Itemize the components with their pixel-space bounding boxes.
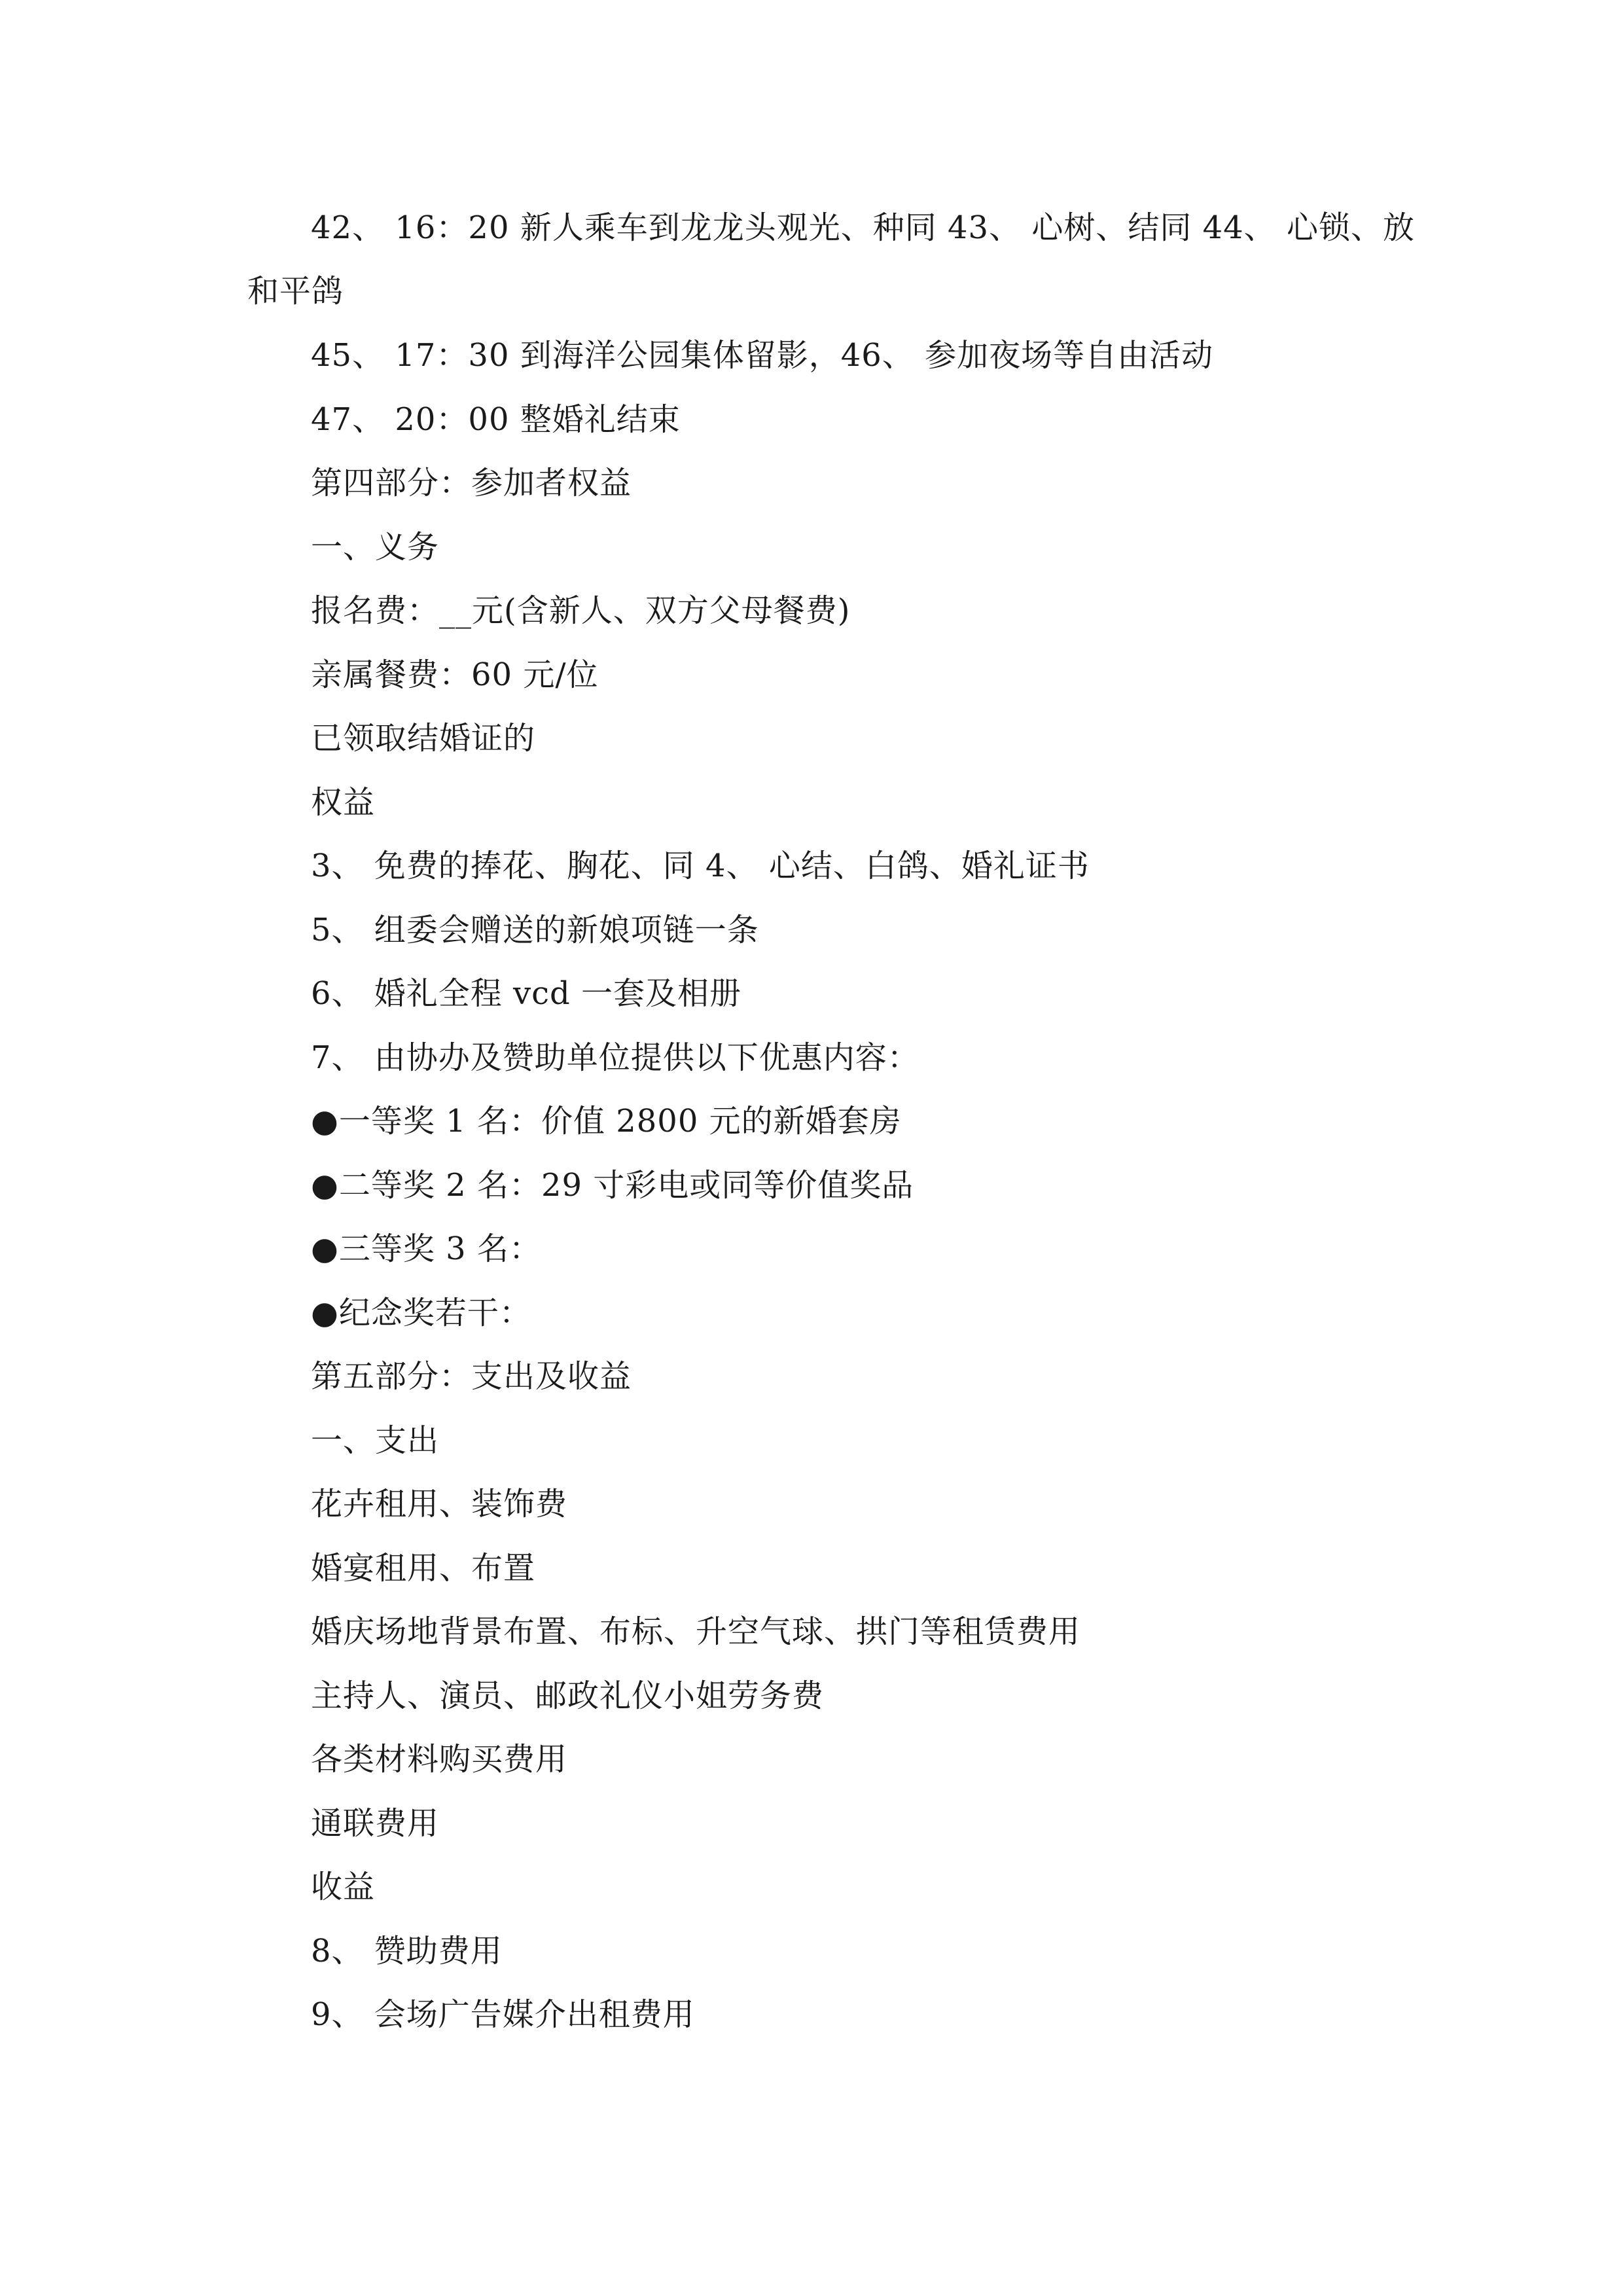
subsection-heading: 权益 xyxy=(311,784,376,821)
text-line: 花卉租用、装饰费 xyxy=(311,1486,568,1522)
bullet-item: ●一等奖 1 名：价值 2800 元的新婚套房 xyxy=(311,1103,902,1139)
text-line: 已领取结婚证的 xyxy=(311,720,536,757)
text-line: 婚宴租用、布置 xyxy=(311,1550,536,1587)
text-line: 亲属餐费：60 元/位 xyxy=(311,656,599,693)
bullet-item: ●纪念奖若干： xyxy=(311,1295,531,1331)
bullet-item: ●二等奖 2 名：29 寸彩电或同等价值奖品 xyxy=(311,1167,914,1204)
section-heading: 第四部分：参加者权益 xyxy=(311,465,632,501)
text-line: 42、 16：20 新人乘车到龙龙头观光、种同 43、 心树、结同 44、 心锁、放 xyxy=(311,209,1415,246)
text-line: 主持人、演员、邮政礼仪小姐劳务费 xyxy=(311,1677,825,1714)
list-item: 3、 免费的捧花、胸花、同 4、 心结、白鸽、婚礼证书 xyxy=(311,848,1090,884)
list-item: 6、 婚礼全程 vcd 一套及相册 xyxy=(311,975,742,1012)
text-line: 婚庆场地背景布置、布标、升空气球、拱门等租赁费用 xyxy=(311,1613,1081,1650)
list-item: 8、 赞助费用 xyxy=(311,1933,503,1969)
text-line: 通联费用 xyxy=(311,1805,440,1842)
bullet-item: ●三等奖 3 名： xyxy=(311,1230,541,1267)
list-item: 5、 组委会赠送的新娘项链一条 xyxy=(311,912,759,948)
text-line: 47、 20：00 整婚礼结束 xyxy=(311,401,681,438)
text-line: 各类材料购买费用 xyxy=(311,1741,568,1778)
text-line: 和平鸽 xyxy=(247,273,344,310)
subsection-heading: 一、支出 xyxy=(311,1422,440,1459)
text-line: 45、 17：30 到海洋公园集体留影，46、 参加夜场等自由活动 xyxy=(311,337,1214,374)
section-heading: 第五部分：支出及收益 xyxy=(311,1358,632,1395)
list-item: 9、 会场广告媒介出租费用 xyxy=(311,1996,695,2033)
subsection-heading: 一、义务 xyxy=(311,529,440,565)
subsection-heading: 收益 xyxy=(311,1869,376,1905)
text-line: 报名费：__元(含新人、双方父母餐费) xyxy=(311,592,851,629)
list-item: 7、 由协办及赞助单位提供以下优惠内容： xyxy=(311,1039,919,1076)
